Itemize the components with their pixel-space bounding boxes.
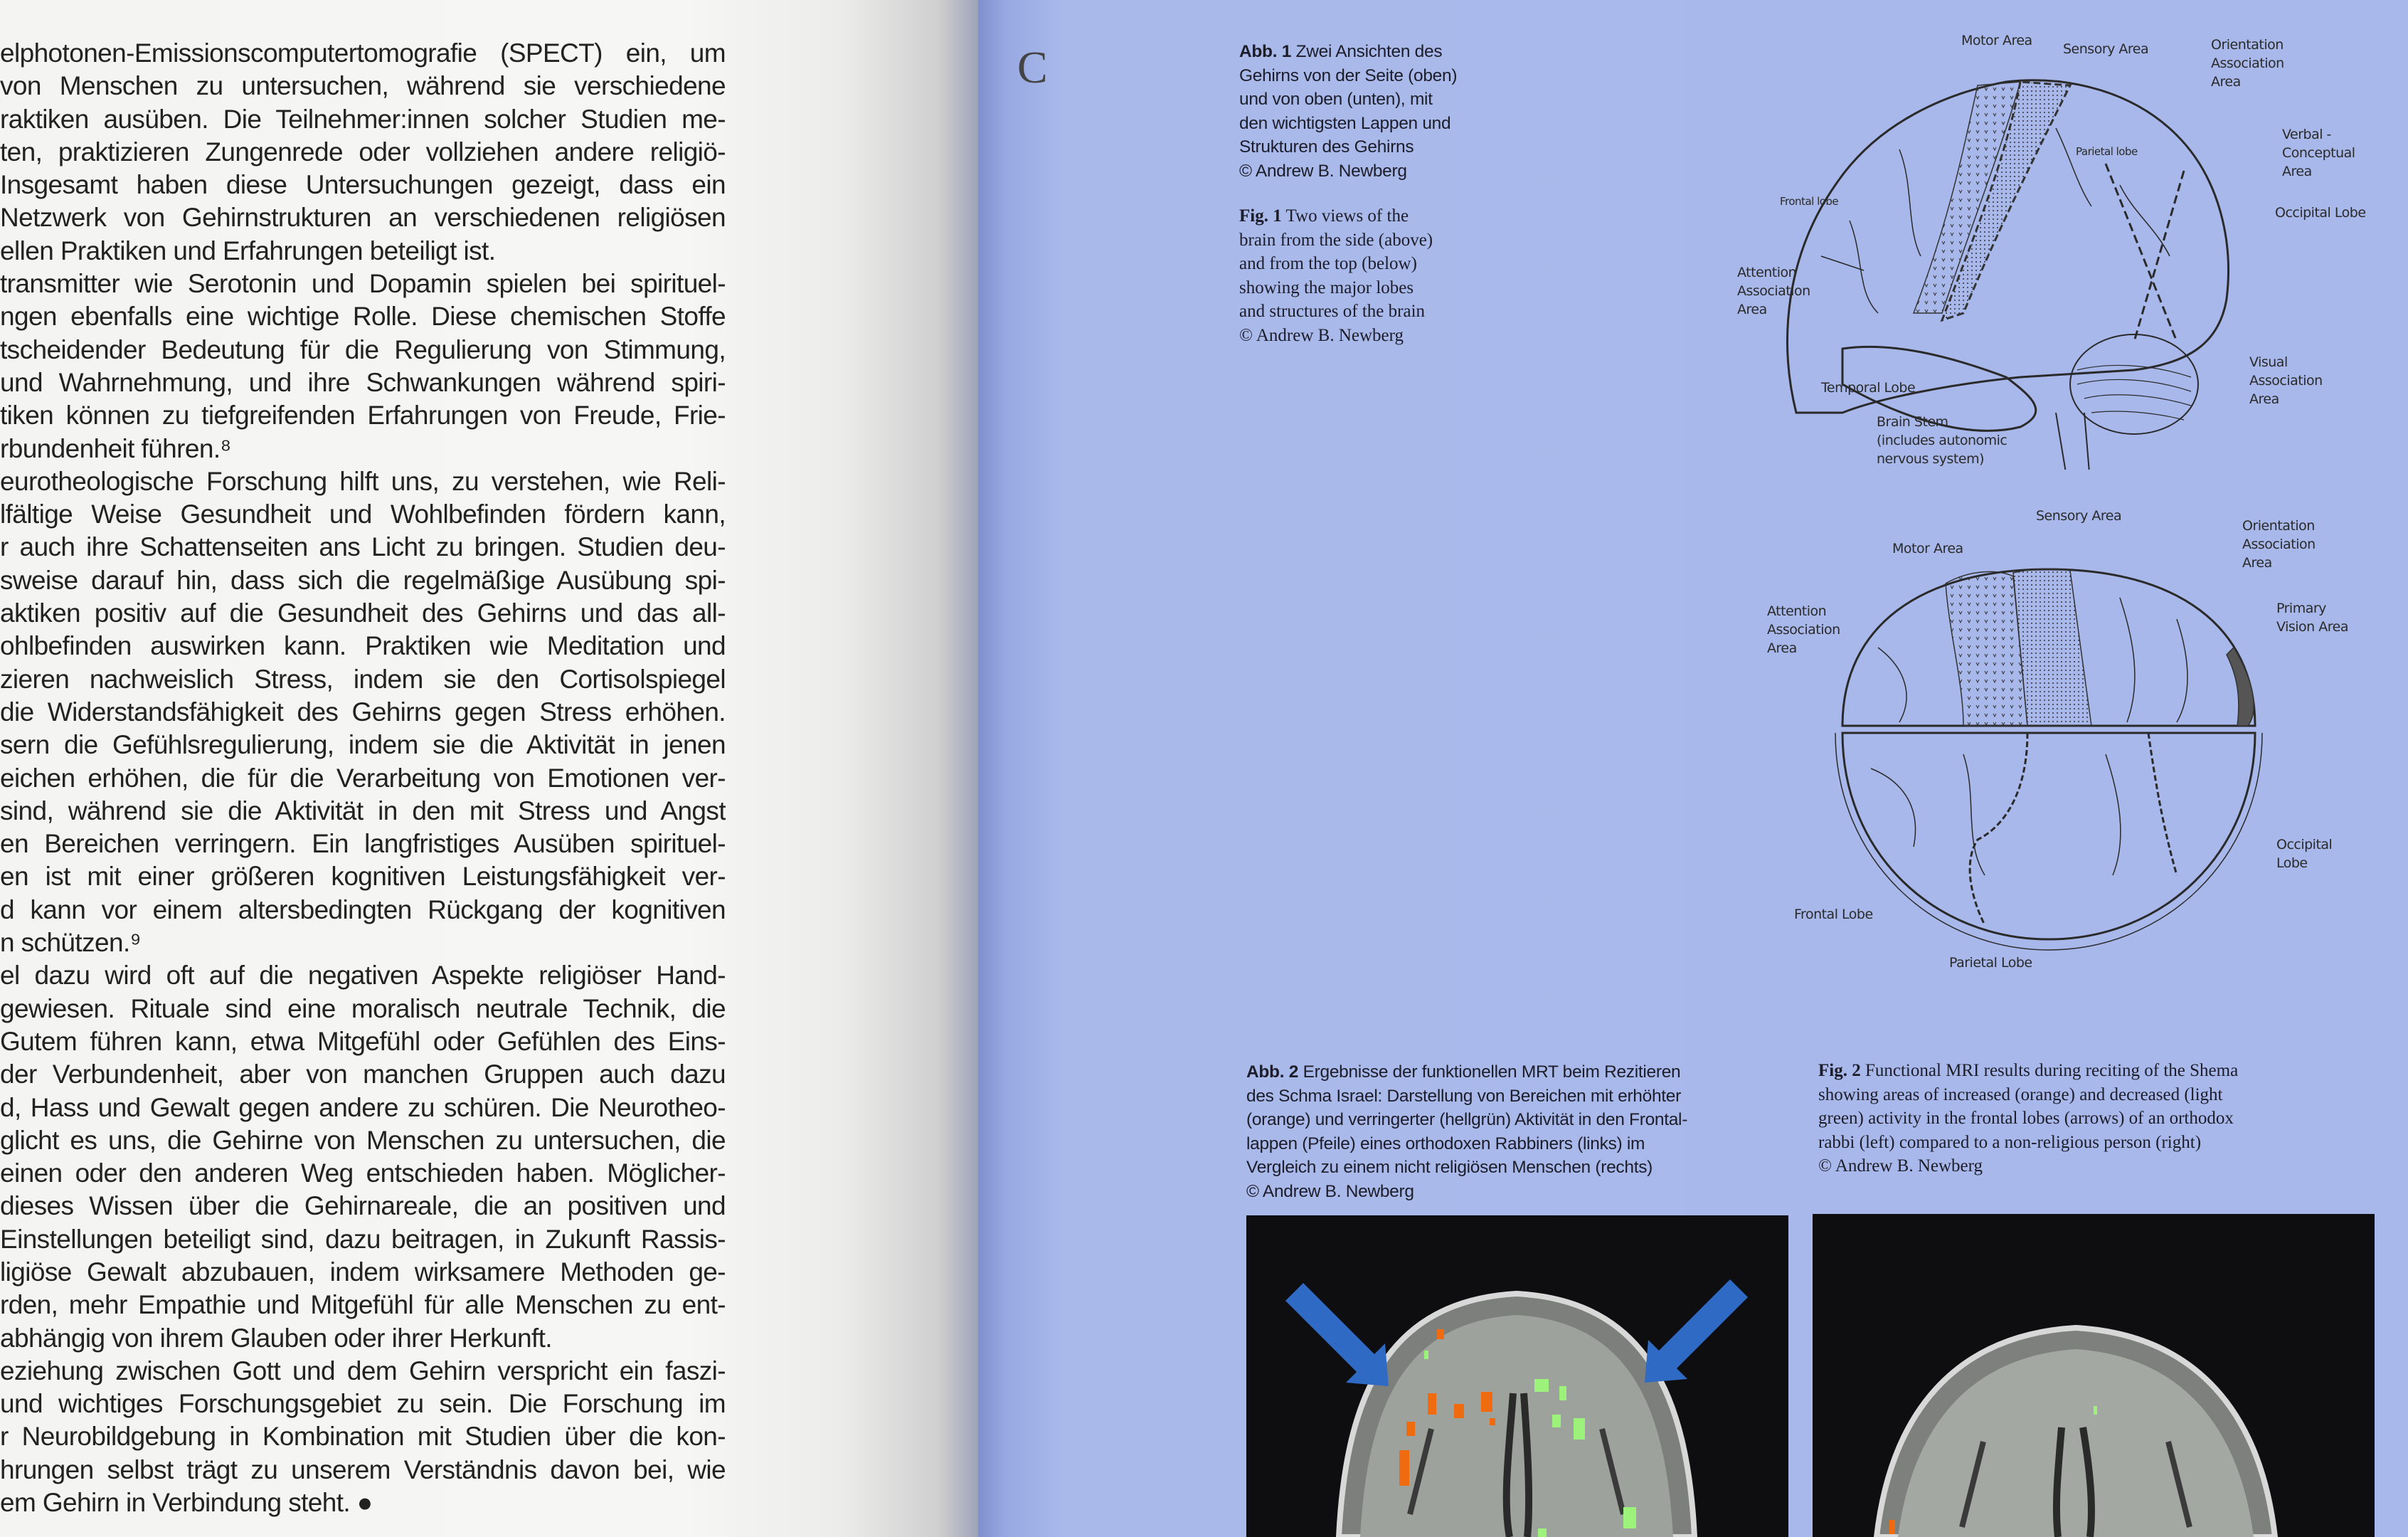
- caption-line: and from the top (below): [1239, 254, 1417, 273]
- label-visual-area-line2: Association: [2249, 373, 2323, 389]
- body-text-line: zieren nachweislich Stress, indem sie den Cortisolspiegel: [0, 664, 726, 694]
- fig2-caption-de: [1246, 1060, 1687, 1203]
- body-text-line: sern die Gefühlsregulierung, indem sie die Aktivität in jenen: [0, 730, 726, 760]
- body-text-line: ngen ebenfalls eine wichtige Rolle. Diese chemischen Stoffe: [0, 302, 726, 332]
- body-text-line: sweise darauf hin, dass sich die regelmäßige Ausübung spi-: [0, 565, 726, 595]
- body-text-line: raktiken ausüben. Die Teilnehmer:innen solcher Studien me-: [0, 104, 726, 134]
- body-text-line: transmitter wie Serotonin und Dopamin spielen bei spirituel-: [0, 269, 726, 299]
- body-text-line: Einstellungen beteiligt sind, dazu beitragen, in Zukunft Rassis-: [0, 1224, 726, 1254]
- label-visual-area-line3: Area: [2249, 391, 2279, 407]
- label-top-orientation-line2: Association: [2242, 537, 2316, 552]
- label-top-motor-area: Motor Area: [1892, 541, 1963, 556]
- body-text-line: der Verbundenheit, aber von manchen Gruppen auch dazu: [0, 1060, 726, 1089]
- mri-image-nonreligious: [1813, 1214, 2375, 1537]
- body-text-line: Insgesamt haben diese Untersuchungen gezeigt, dass ein: [0, 170, 726, 200]
- body-text-line: r auch ihre Schattenseiten ans Licht zu bringen. Studien deu-: [0, 532, 726, 562]
- body-text-line: sind, während sie die Aktivität in den mit Stress und Angst: [0, 796, 726, 825]
- label-top-attention-line3: Area: [1767, 640, 1797, 656]
- body-text-line: die Widerstandsfähigkeit des Gehirns gegen Stress erhöhen.: [0, 697, 726, 727]
- caption-line: Functional MRI results during reciting of the Shema: [1865, 1061, 2239, 1080]
- fig1-caption-de: [1239, 40, 1457, 183]
- label-attention-area-line2: Association: [1737, 283, 1810, 299]
- fig2-caption-en: [1818, 1059, 2238, 1178]
- label-top-occipital-line2: Lobe: [2276, 855, 2308, 871]
- caption-line: showing the major lobes: [1239, 278, 1414, 297]
- label-top-frontal-lobe: Frontal Lobe: [1794, 907, 1873, 922]
- fig2-label-de: Abb. 2: [1246, 1062, 1299, 1082]
- caption-line: © Andrew B. Newberg: [1246, 1181, 1414, 1201]
- caption-line: Ergebnisse der funktionellen MRT beim Rezitieren: [1303, 1062, 1681, 1082]
- caption-line: des Schma Israel: Darstellung von Bereichen mit erhöhter: [1246, 1086, 1681, 1106]
- caption-line: green) activity in the frontal lobes (arrows) of an orthodox: [1818, 1109, 2234, 1128]
- caption-line: brain from the side (above): [1239, 230, 1433, 250]
- brain-top-view-diagram: [1821, 541, 2276, 954]
- body-text-line: em Gehirn in Verbindung steht. ●: [0, 1488, 373, 1518]
- body-text-line: Gutem führen kann, etwa Mitgefühl oder Gefühlen des Eins-: [0, 1026, 726, 1056]
- caption-line: © Andrew B. Newberg: [1239, 161, 1407, 181]
- body-text-line: n schützen.⁹: [0, 928, 141, 958]
- body-text-line: en Bereichen verringern. Ein langfristiges Ausüben spirituel-: [0, 829, 726, 859]
- body-text-line: dieses Wissen über die Gehirnareale, die an positiven und: [0, 1191, 726, 1221]
- body-text-line: ten, praktizieren Zungenrede oder vollziehen andere religiö-: [0, 137, 726, 167]
- body-text-line: von Menschen zu untersuchen, während sie verschiedene: [0, 71, 726, 101]
- label-primary-vision-line2: Vision Area: [2276, 619, 2348, 635]
- caption-line: © Andrew B. Newberg: [1818, 1156, 1983, 1176]
- caption-line: den wichtigsten Lappen und: [1239, 113, 1451, 133]
- label-orientation-area-line3: Area: [2211, 74, 2241, 90]
- body-text-line: d kann vor einem altersbedingten Rückgang der kognitiven: [0, 894, 726, 924]
- arrow-right-icon: [1645, 1279, 1748, 1383]
- caption-line: rabbi (left) compared to a non-religious person (right): [1818, 1132, 2202, 1152]
- body-text-line: und Wahrnehmung, und ihre Schwankungen während spiri-: [0, 367, 726, 397]
- label-motor-area: Motor Area: [1961, 33, 2032, 48]
- caption-line: and structures of the brain: [1239, 302, 1426, 321]
- body-text-line: ligiöse Gewalt abzubauen, indem wirksamere Methoden ge-: [0, 1257, 726, 1287]
- label-orientation-area-line1: Orientation: [2211, 37, 2284, 53]
- label-top-attention-line2: Association: [1767, 622, 1840, 638]
- label-brain-stem-line2: (includes autonomic: [1877, 433, 2007, 448]
- body-text-line: d, Hass und Gewalt gegen andere zu schüren. Die Neurotheo-: [0, 1092, 726, 1122]
- label-visual-area-line1: Visual: [2249, 354, 2288, 370]
- fig2-label-en: Fig. 2: [1818, 1061, 1861, 1080]
- caption-line: und von oben (unten), mit: [1239, 90, 1433, 109]
- body-text-line: eichen erhöhen, die für die Verarbeitung von Emotionen ver-: [0, 763, 726, 793]
- caption-line: showing areas of increased (orange) and decreased (light: [1818, 1084, 2223, 1104]
- caption-line: Zwei Ansichten des: [1295, 42, 1443, 61]
- body-text-line: en ist mit einer größeren kognitiven Leistungsfähigkeit ver-: [0, 862, 726, 892]
- label-attention-area-line1: Attention: [1737, 265, 1797, 280]
- label-top-occipital-line1: Occipital: [2276, 837, 2333, 852]
- label-parietal-lobe: Parietal lobe: [2076, 145, 2138, 158]
- label-temporal-lobe: Temporal Lobe: [1821, 380, 1916, 396]
- body-text-line: aktiken positiv auf die Gesundheit des Gehirns und das all-: [0, 598, 726, 628]
- body-text-line: elphotonen-Emissionscomputertomografie (SPECT) ein, um: [0, 38, 726, 68]
- caption-line: (orange) und verringerter (hellgrün) Aktivität in den Frontal-: [1246, 1110, 1688, 1129]
- label-verbal-area-line2: Conceptual: [2282, 145, 2355, 161]
- fig1-label-en: Fig. 1: [1239, 206, 1282, 226]
- arrow-left-icon: [1285, 1283, 1389, 1386]
- body-text-column: [0, 37, 726, 1519]
- label-brain-stem-line3: nervous system): [1877, 451, 1984, 467]
- body-text-line: rbundenheit führen.⁸: [0, 433, 231, 463]
- label-frontal-lobe: Frontal lobe: [1780, 195, 1839, 208]
- label-top-sensory-area: Sensory Area: [2036, 508, 2122, 524]
- label-verbal-area-line3: Area: [2282, 164, 2312, 179]
- caption-line: Vergleich zu einem nicht religiösen Menschen (rechts): [1246, 1158, 1653, 1177]
- label-top-orientation-line1: Orientation: [2242, 518, 2315, 534]
- body-text-line: rden, mehr Empathie und Mitgefühl für alle Menschen zu ent-: [0, 1290, 726, 1320]
- label-verbal-area-line1: Verbal -: [2282, 127, 2331, 142]
- body-text-line: hrungen selbst trägt zu unserem Verständnis davon bei, wie: [0, 1454, 726, 1484]
- body-text-line: eziehung zwischen Gott und dem Gehirn verspricht ein faszi-: [0, 1356, 726, 1385]
- mri-image-rabbi: [1246, 1215, 1788, 1537]
- label-occipital-lobe: Occipital Lobe: [2275, 205, 2366, 221]
- left-page: [0, 0, 978, 1537]
- fig1-label-de: Abb. 1: [1239, 42, 1292, 61]
- body-text-line: ellen Praktiken und Erfahrungen beteiligt ist.: [0, 236, 496, 265]
- label-top-attention-line1: Attention: [1767, 603, 1827, 619]
- body-text-line: und wichtiges Forschungsgebiet zu sein. Die Forschung im: [0, 1389, 726, 1419]
- body-text-line: lfältige Weise Gesundheit und Wohlbefinden fördern kann,: [0, 500, 726, 529]
- body-text-line: abhängig von ihrem Glauben oder ihrer Herkunft.: [0, 1323, 552, 1353]
- label-sensory-area: Sensory Area: [2063, 41, 2149, 57]
- caption-line: © Andrew B. Newberg: [1239, 325, 1404, 345]
- label-orientation-area-line2: Association: [2211, 56, 2284, 71]
- brain-side-view-diagram: [1736, 43, 2276, 470]
- label-attention-area-line3: Area: [1737, 302, 1767, 317]
- caption-line: Two views of the: [1285, 206, 1409, 226]
- body-text-line: tscheidender Bedeutung für die Regulierung von Stimmung,: [0, 334, 726, 364]
- caption-line: Gehirns von der Seite (oben): [1239, 65, 1458, 85]
- label-primary-vision-line1: Primary: [2276, 601, 2326, 616]
- fig1-caption-en: [1239, 204, 1433, 347]
- body-text-line: gewiesen. Rituale sind eine moralisch neutrale Technik, die: [0, 993, 726, 1023]
- section-letter: C: [1017, 42, 1048, 93]
- body-text-line: eurotheologische Forschung hilft uns, zu verstehen, wie Reli-: [0, 466, 726, 496]
- caption-line: lappen (Pfeile) eines orthodoxen Rabbiners (links) im: [1246, 1134, 1645, 1153]
- body-text-line: einen oder den anderen Weg entschieden haben. Möglicher-: [0, 1158, 726, 1188]
- caption-line: Strukturen des Gehirns: [1239, 137, 1414, 157]
- body-text-line: r Neurobildgebung in Kombination mit Studien über die kon-: [0, 1422, 726, 1452]
- label-top-parietal-lobe: Parietal Lobe: [1949, 955, 2032, 971]
- body-text-line: ohlbefinden auswirken kann. Praktiken wie Meditation und: [0, 631, 726, 661]
- body-text-line: el dazu wird oft auf die negativen Aspekte religiöser Hand-: [0, 961, 726, 991]
- label-brain-stem-line1: Brain Stem: [1877, 414, 1948, 430]
- body-text-line: glicht es uns, die Gehirne von Menschen zu untersuchen, die: [0, 1125, 726, 1155]
- body-text-line: tiken können zu tiefgreifenden Erfahrungen von Freude, Frie-: [0, 401, 726, 431]
- label-top-orientation-line3: Area: [2242, 555, 2272, 571]
- body-text-line: Netzwerk von Gehirnstrukturen an verschiedenen religiösen: [0, 203, 726, 233]
